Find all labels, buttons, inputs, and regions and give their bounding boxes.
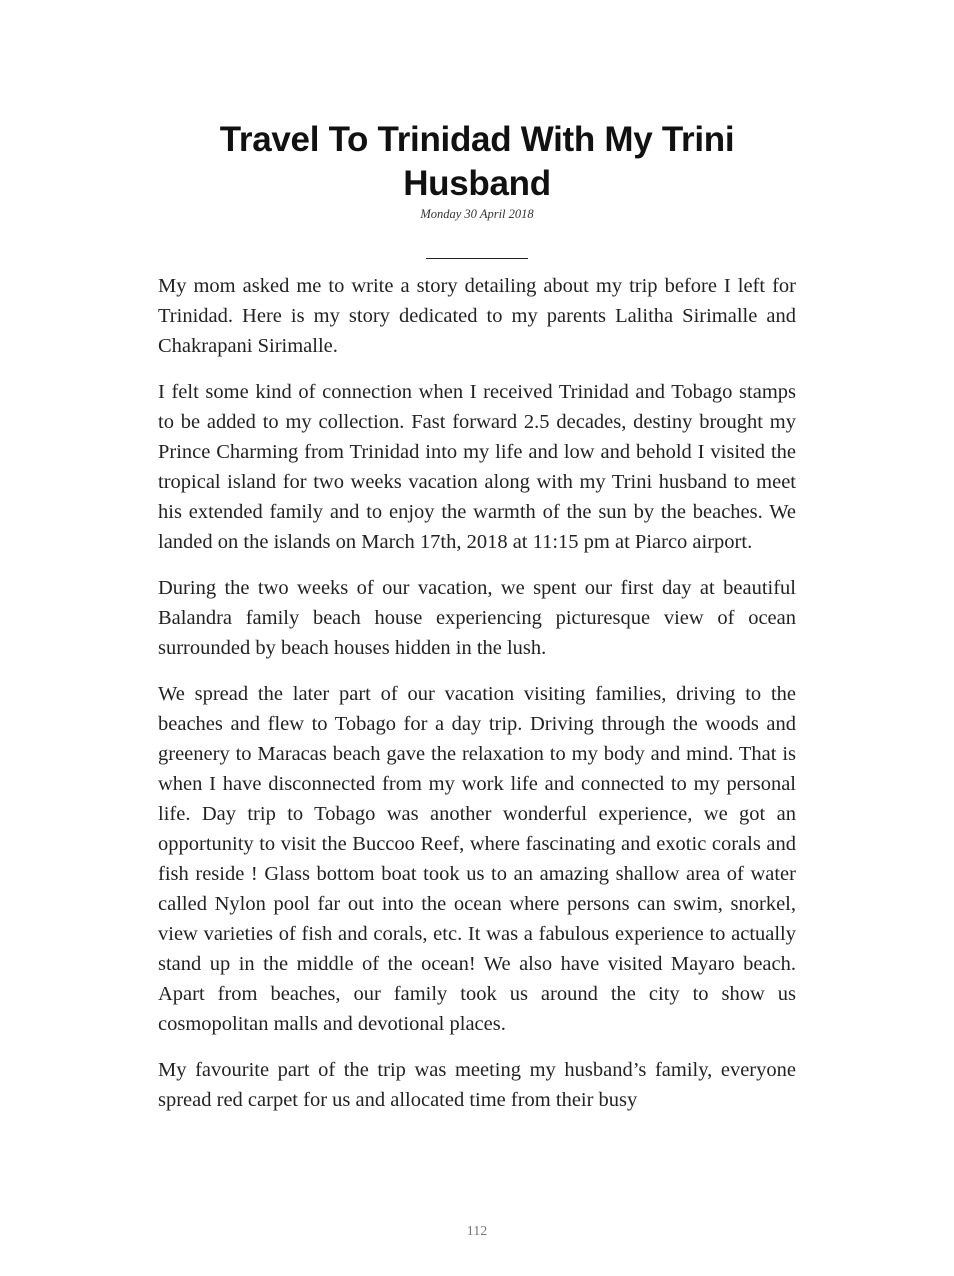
paragraph: We spread the later part of our vacation visiting families, driving to the beaches and flew to Tobago for a day trip. Driving through the woods and greenery to Maracas beach gave the relaxation to my body and mind. That is when I have disconnected from my work life and connected to my personal life. Day trip to Tobago was another wonderful experience, we got an opportunity to visit the Buccoo Reef, where fascinating and exotic corals and fish reside ! Glass bottom boat took us to an amazing shallow area of water called Nylon pool far out into the ocean where persons can swim, snorkel, view varieties of fish and corals, etc. It was a fabulous experience to actually stand up in the middle of the ocean! We also have visited Mayaro beach. Apart from beaches, our family took us around the city to show us cosmopolitan malls and devotional places. [158, 683, 796, 1035]
page-number: 112 [466, 1224, 488, 1239]
paragraph: My mom asked me to write a story detailing about my trip before I left for Trinidad. Here is my story dedicated to my parents Lalitha Sirimalle and Chakrapani Sirimalle. [158, 275, 796, 357]
title-divider [426, 258, 528, 259]
article-title: Travel To Trinidad With My Trini Husband [219, 120, 735, 203]
article-date: Monday 30 April 2018 [420, 207, 534, 221]
paragraph: I felt some kind of connection when I received Trinidad and Tobago stamps to be added to my collection. Fast forward 2.5 decades, destiny brought my Prince Charming from Trinidad into my life and low and behold I visited the tropical island for two weeks vacation along with my Trini husband to meet his extended family and to enjoy the warmth of the sun by the beaches. We landed on the islands on March 17th, 2018 at 11:15 pm at Piarco airport. [158, 381, 796, 553]
paragraph: During the two weeks of our vacation, we spent our first day at beautiful Balandra family beach house experiencing picturesque view of ocean surrounded by beach houses hidden in the lush. [158, 577, 796, 659]
article-body [158, 271, 796, 1131]
paragraph: My favourite part of the trip was meeting my husband’s family, everyone spread red carpet for us and allocated time from their busy [158, 1059, 796, 1111]
